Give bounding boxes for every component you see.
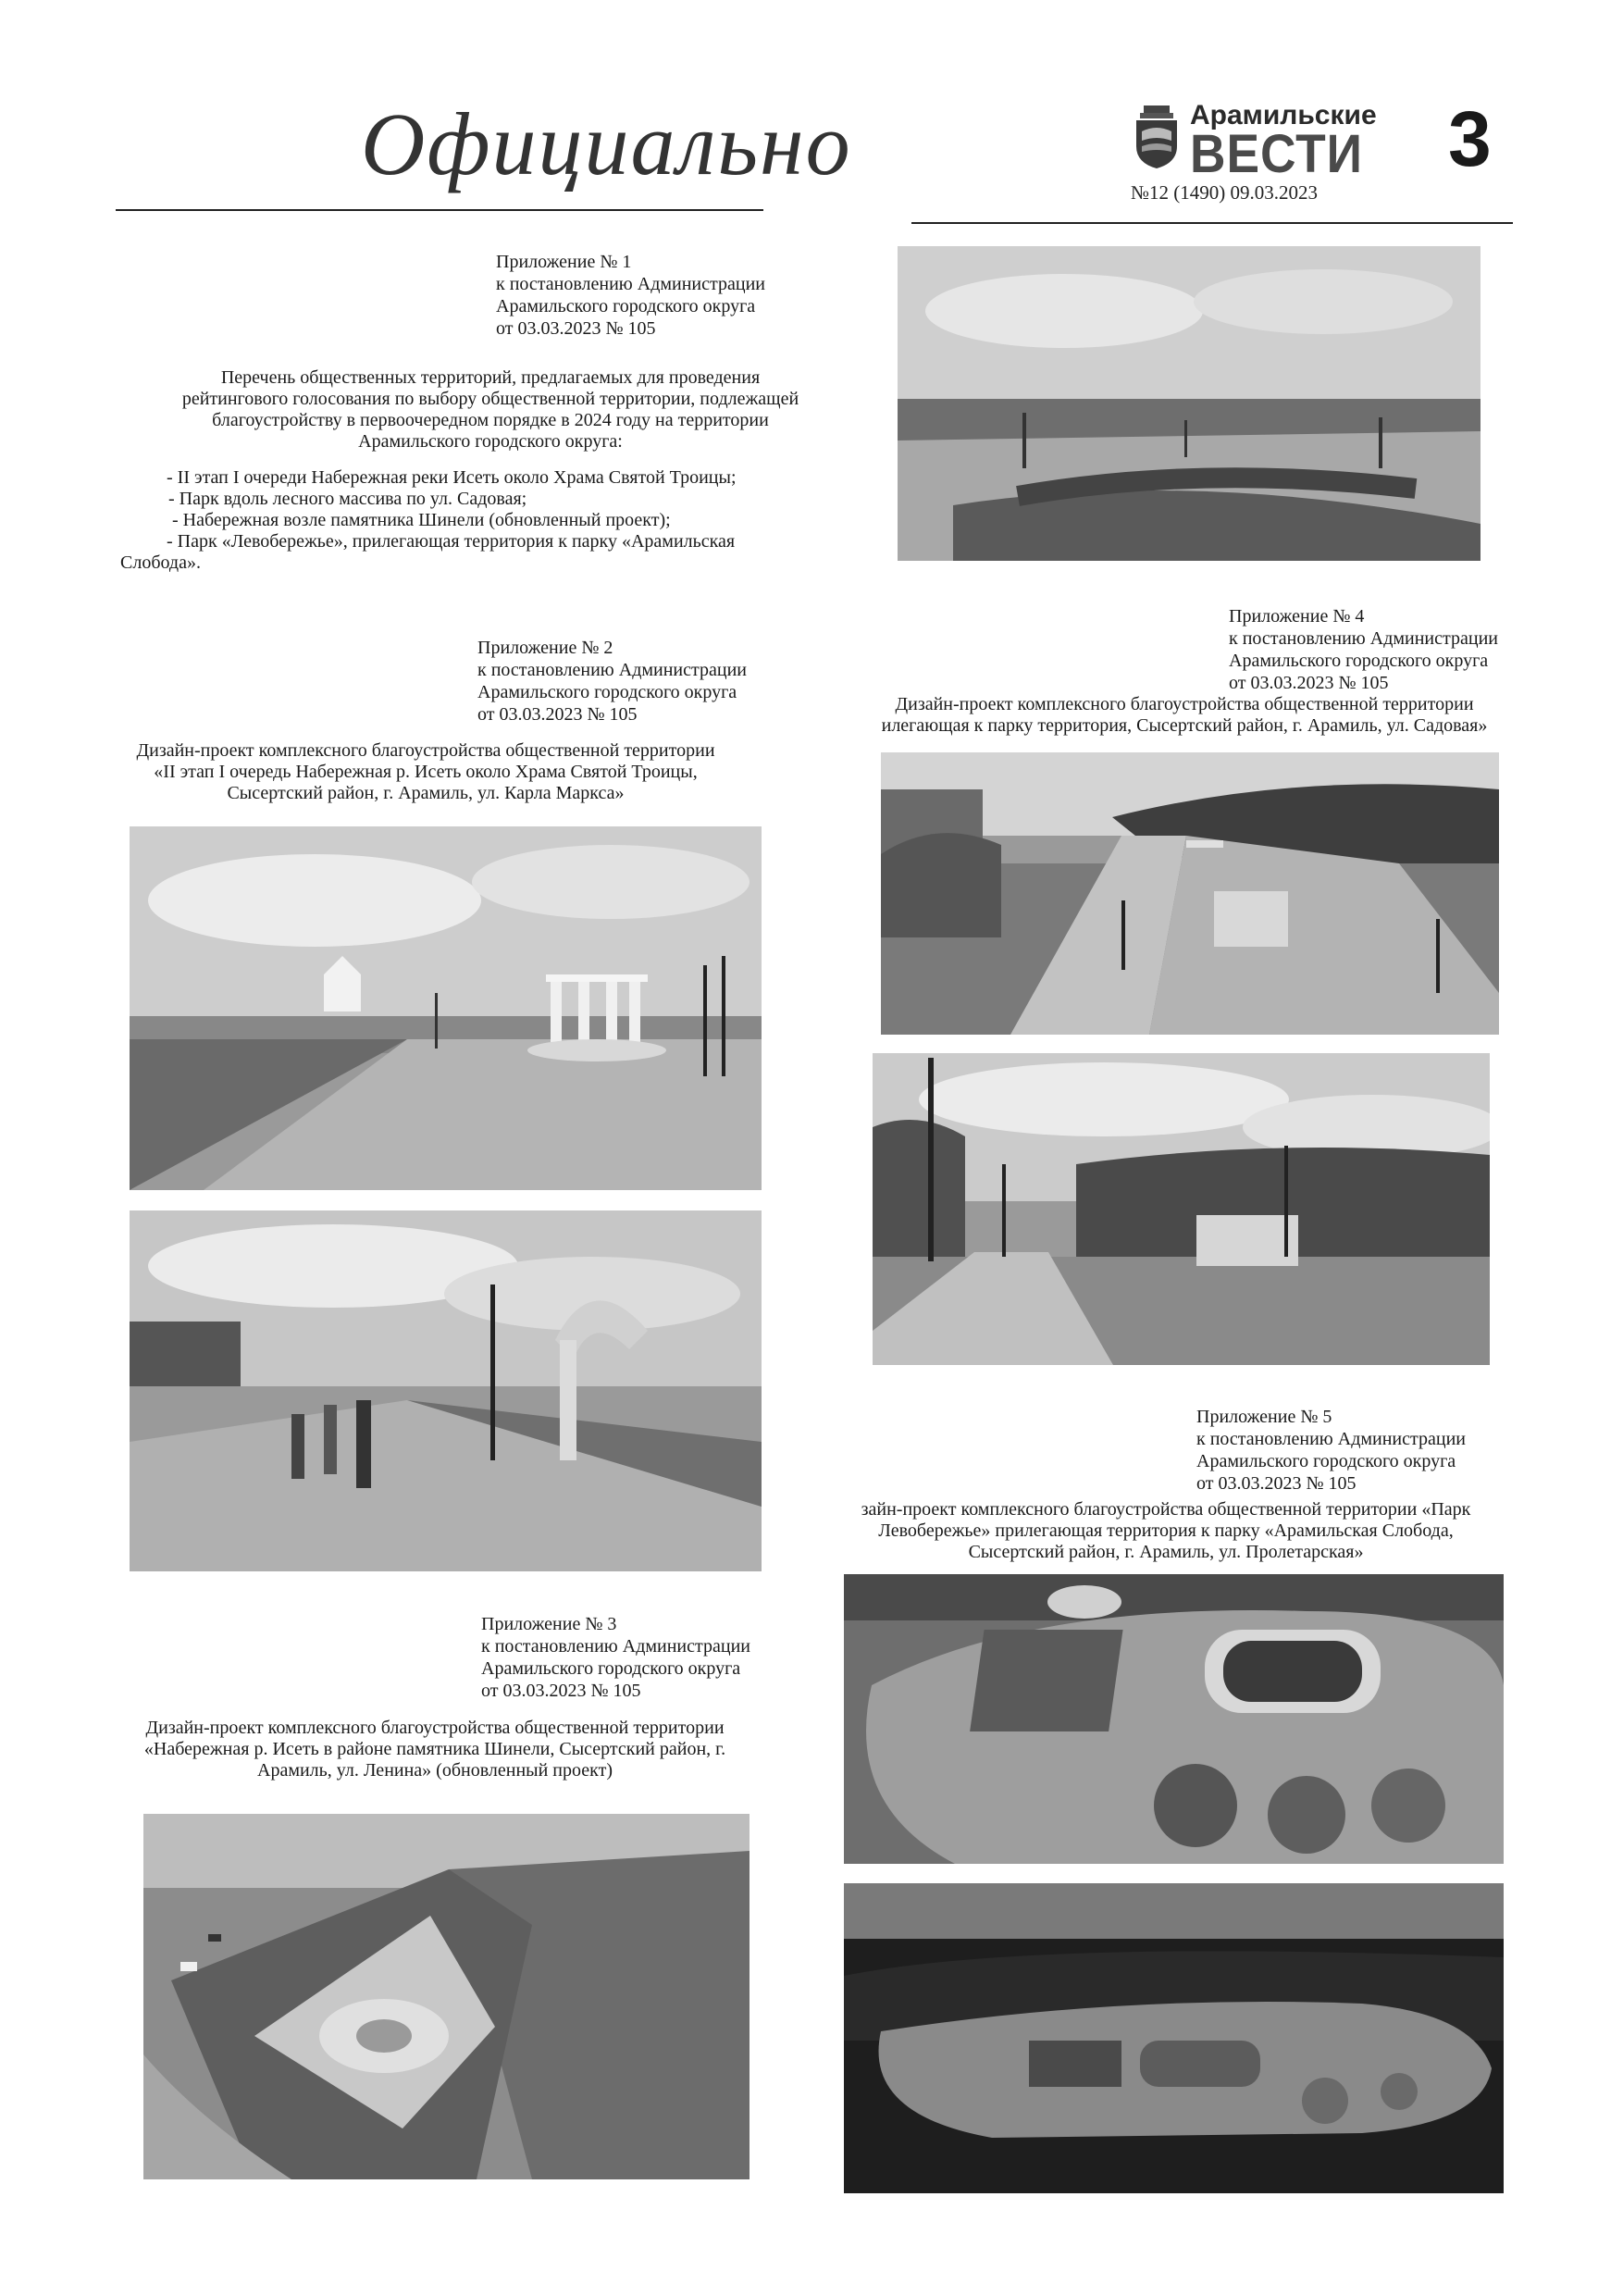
appendix-5-resolution: к постановлению Администрации	[1196, 1429, 1466, 1449]
appendix-3-date: от 03.03.2023 № 105	[481, 1681, 641, 1701]
appendix-4-header	[1229, 605, 1498, 694]
title-line: Левобережье» прилегающая территория к парку «Арамильская Слобода,	[878, 1520, 1454, 1541]
title-line: Дизайн-проект комплексного благоустройства общественной территории	[895, 694, 1474, 714]
render-levoberezhye-aerial	[844, 1574, 1504, 1864]
list-item: Слобода».	[120, 552, 201, 573]
appendix-2-number: Приложение № 2	[477, 638, 613, 658]
section-title: Официально	[361, 94, 852, 193]
logo-city-name: Арамильские	[1190, 100, 1377, 130]
header-divider-right	[911, 222, 1513, 224]
header-divider-left	[116, 209, 763, 211]
appendix-2-resolution: к постановлению Администрации	[477, 660, 747, 680]
title-line: «Набережная р. Исеть в районе памятника Шинели, Сысертский район, г.	[143, 1739, 726, 1759]
coat-of-arms-icon	[1131, 104, 1183, 170]
appendix-2-date: от 03.03.2023 № 105	[477, 704, 638, 725]
appendix-5-header	[1196, 1406, 1466, 1495]
render-embankment-overview	[898, 246, 1481, 561]
list-item: - Парк вдоль лесного массива по ул. Садовая;	[168, 489, 527, 509]
appendix-3-district: Арамильского городского округа	[481, 1658, 741, 1679]
appendix-2-header	[477, 637, 747, 726]
newspaper-logo	[1131, 96, 1377, 189]
list-item: - II этап I очереди Набережная реки Исеть около Храма Святой Троицы;	[167, 467, 737, 488]
appendix-4-date: от 03.03.2023 № 105	[1229, 673, 1389, 693]
intro-line: Перечень общественных территорий, предлагаемых для проведения	[220, 367, 761, 388]
appendix-1-district: Арамильского городского округа	[496, 296, 756, 316]
intro-line: рейтингового голосования по выбору общественной территории, подлежащей	[181, 389, 799, 409]
appendix-4-number: Приложение № 4	[1229, 606, 1365, 627]
list-item: - Набережная возле памятника Шинели (обновленный проект);	[172, 510, 671, 530]
appendix-5-number: Приложение № 5	[1196, 1407, 1332, 1427]
appendix-1-resolution: к постановлению Администрации	[496, 274, 765, 294]
title-line: Сысертский район, г. Арамиль, ул. Пролетарская»	[968, 1542, 1364, 1562]
appendix-4-title	[861, 694, 1508, 737]
title-line: Сысертский район, г. Арамиль, ул. Карла Маркса»	[227, 783, 625, 803]
appendix-2-title	[120, 740, 731, 804]
render-promenade-statue	[130, 1210, 762, 1571]
logo-brand-name: ВЕСТИ	[1190, 124, 1363, 184]
title-line: илегающая к парку территория, Сысертский район, г. Арамиль, ул. Садовая»	[881, 715, 1488, 736]
page-number: 3	[1448, 95, 1492, 182]
appendix-4-district: Арамильского городского округа	[1229, 651, 1489, 671]
appendix-5-title	[814, 1499, 1518, 1563]
issue-info: №12 (1490) 09.03.2023	[1131, 181, 1319, 204]
appendix-1-intro	[167, 367, 814, 453]
appendix-5-district: Арамильского городского округа	[1196, 1451, 1456, 1471]
title-line: «II этап I очередь Набережная р. Исеть около Храма Святой Троицы,	[154, 762, 698, 782]
appendix-1-number: Приложение № 1	[496, 252, 632, 272]
appendix-2-district: Арамильского городского округа	[477, 682, 737, 702]
appendix-3-number: Приложение № 3	[481, 1614, 617, 1634]
intro-line: Арамильского городского округа:	[358, 431, 623, 452]
appendix-1-header	[496, 251, 765, 340]
appendix-3-resolution: к постановлению Администрации	[481, 1636, 750, 1657]
appendix-1-date: от 03.03.2023 № 105	[496, 318, 656, 339]
title-line: Арамиль, ул. Ленина» (обновленный проект)	[257, 1760, 613, 1781]
title-line: Дизайн-проект комплексного благоустройства общественной территории	[145, 1718, 725, 1738]
intro-line: благоустройству в первоочередном порядке в 2024 году на территории	[212, 410, 769, 430]
render-rotunda-church	[130, 826, 762, 1190]
appendix-3-title	[120, 1718, 750, 1781]
render-forest-park-aerial	[881, 752, 1499, 1035]
render-levoberezhye-wide	[844, 1883, 1504, 2193]
title-line: Дизайн-проект комплексного благоустройства общественной территории	[136, 740, 715, 761]
title-line: зайн-проект комплексного благоустройства общественной территории «Парк	[861, 1499, 1471, 1520]
appendix-1-territory-list	[120, 467, 737, 574]
render-forest-park-playground	[873, 1053, 1490, 1365]
appendix-4-resolution: к постановлению Администрации	[1229, 628, 1498, 649]
render-monument-square-aerial	[143, 1814, 750, 2179]
appendix-3-header	[481, 1613, 750, 1702]
appendix-5-date: от 03.03.2023 № 105	[1196, 1473, 1357, 1494]
list-item: - Парк «Левобережье», прилегающая территория к парку «Арамильская	[167, 531, 736, 552]
